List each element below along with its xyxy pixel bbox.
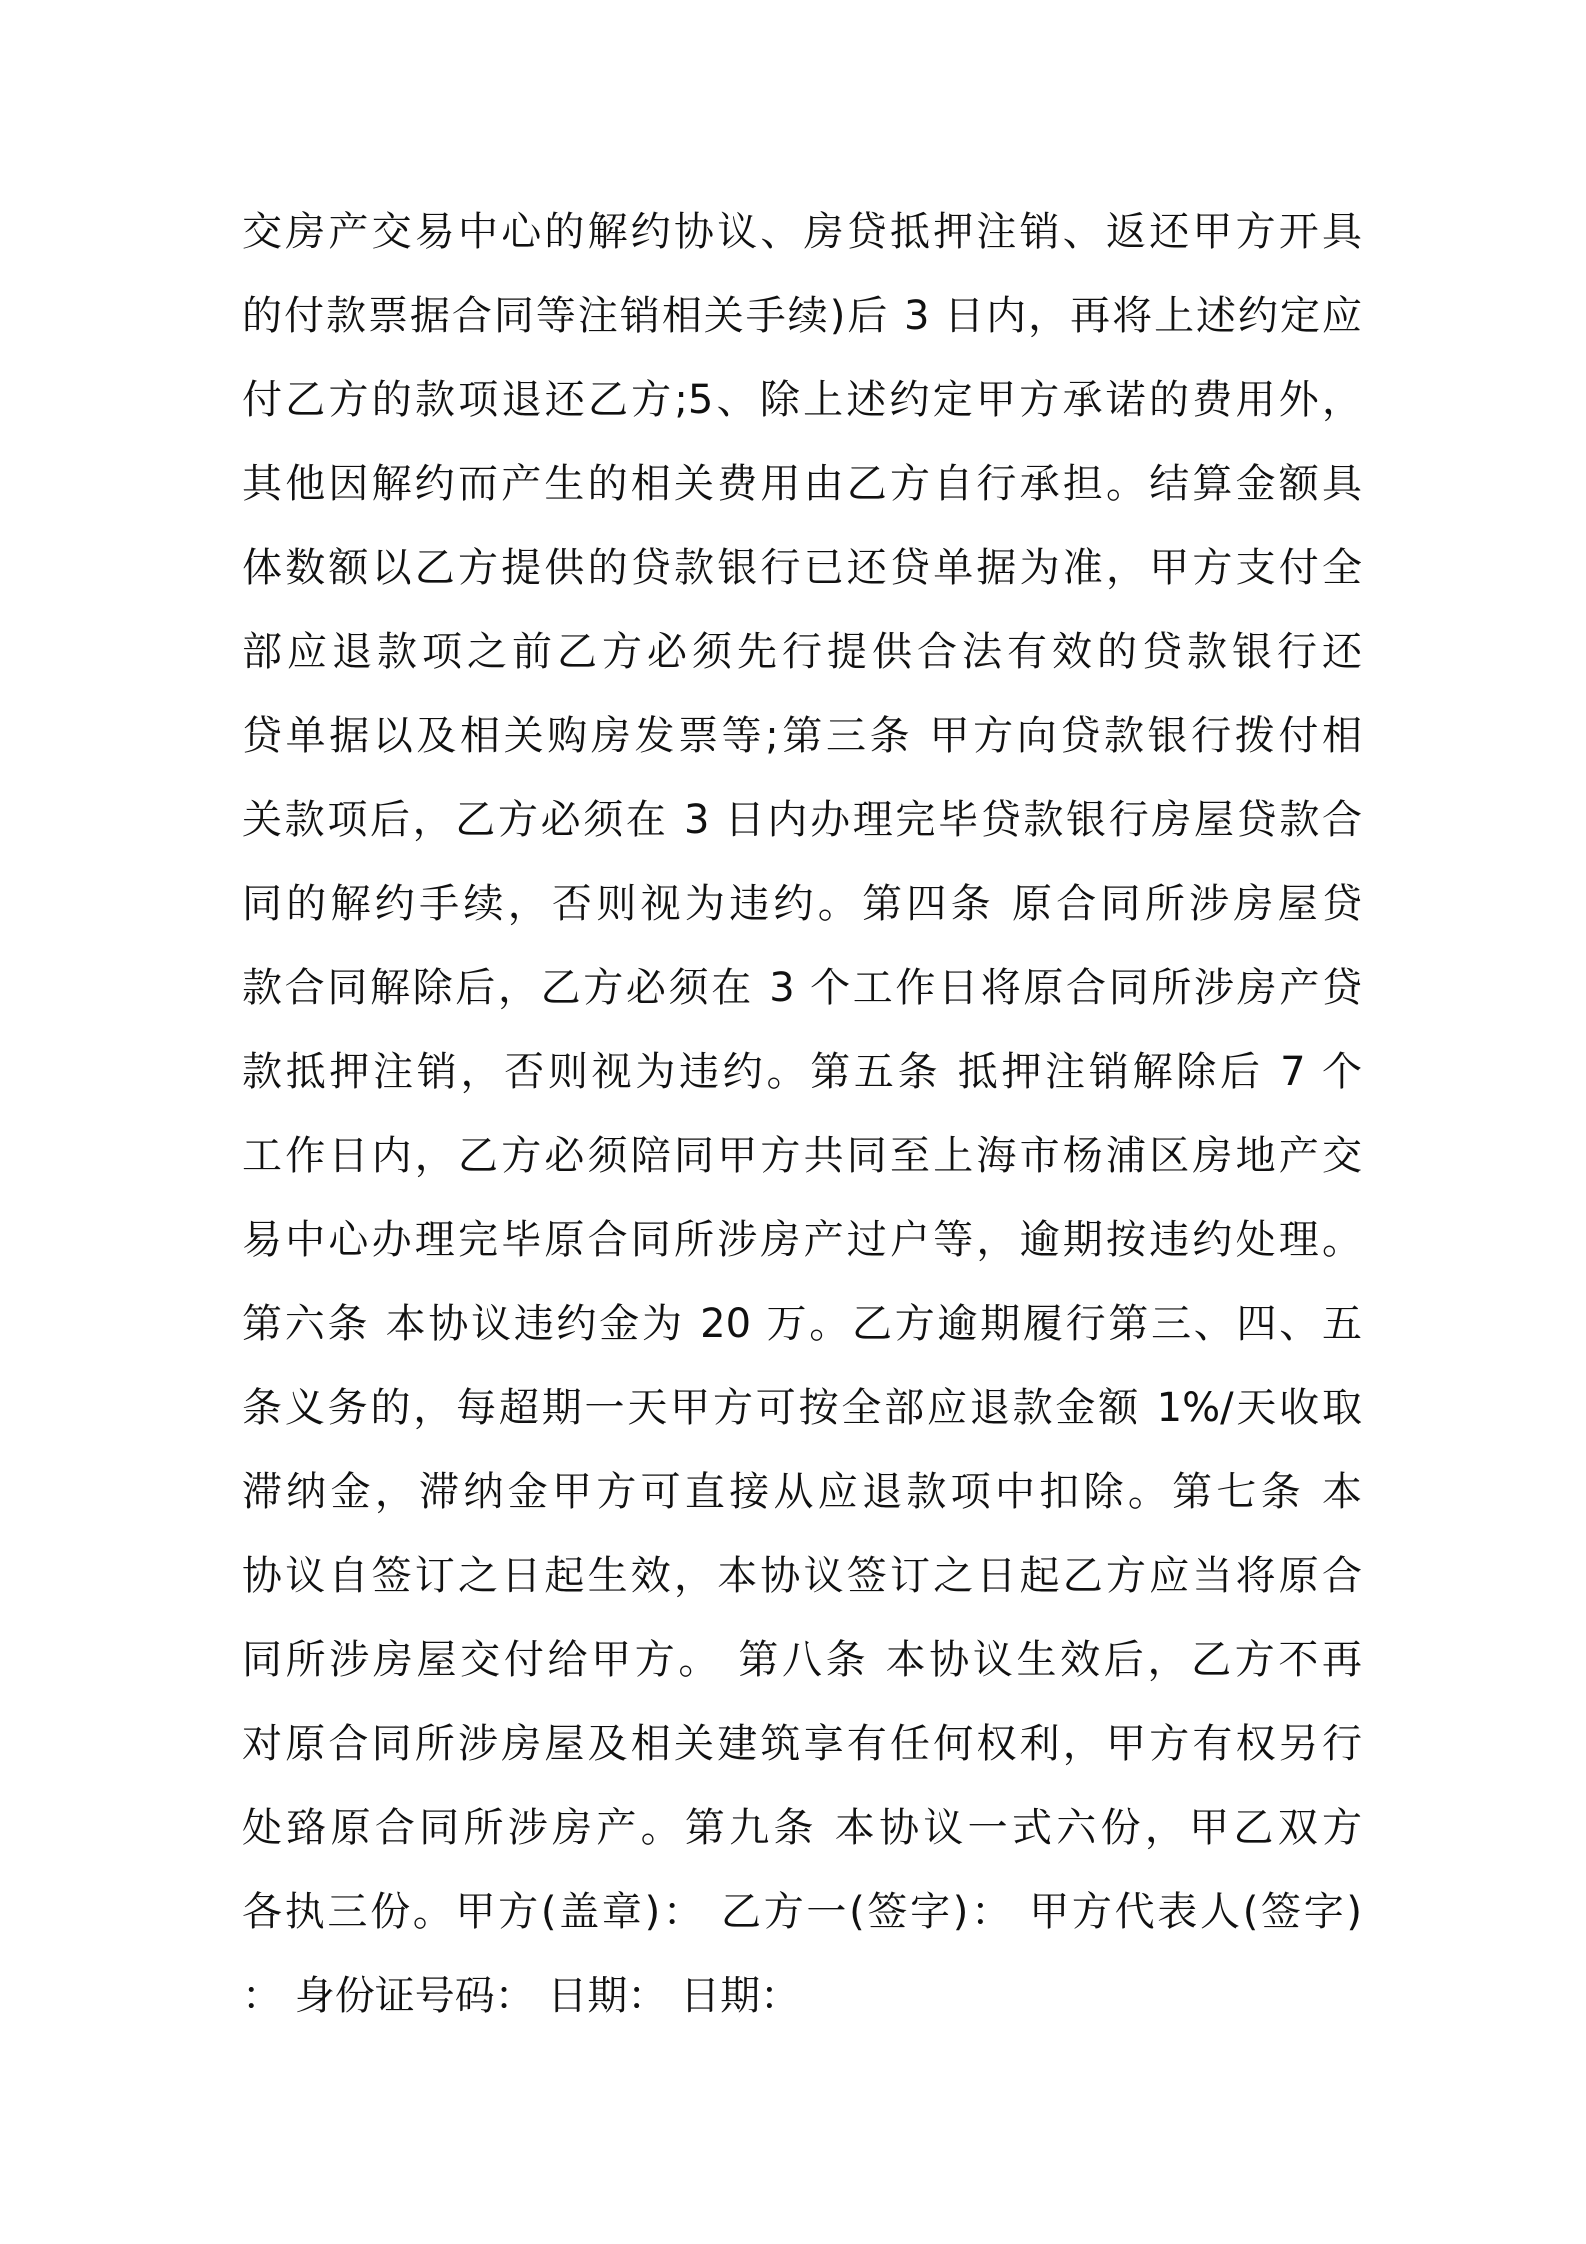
text-line: 滞纳金，滞纳金甲方可直接从应退款项中扣除。第七条 本 [242, 1469, 1362, 1515]
text-line: 款抵押注销，否则视为违约。第五条 抵押注销解除后 7 个 [242, 1049, 1362, 1095]
text-line: 易中心办理完毕原合同所涉房产过户等，逾期按违约处理。 [242, 1217, 1362, 1263]
text-line: 处臵原合同所涉房产。第九条 本协议一式六份，甲乙双方 [242, 1805, 1362, 1851]
text-line: 各执三份。甲方(盖章)： 乙方一(签字)： 甲方代表人(签字) [242, 1889, 1362, 1935]
text-line: 款合同解除后，乙方必须在 3 个工作日将原合同所涉房产贷 [242, 965, 1362, 1011]
text-line: 关款项后，乙方必须在 3 日内办理完毕贷款银行房屋贷款合 [242, 797, 1362, 843]
text-line: ： 身份证号码： 日期： 日期： [242, 1973, 801, 2019]
text-line: 对原合同所涉房屋及相关建筑享有任何权利，甲方有权另行 [242, 1721, 1362, 1767]
text-line: 工作日内，乙方必须陪同甲方共同至上海市杨浦区房地产交 [242, 1133, 1362, 1179]
text-line: 其他因解约而产生的相关费用由乙方自行承担。结算金额具 [242, 461, 1362, 507]
text-line: 交房产交易中心的解约协议、房贷抵押注销、返还甲方开具 [242, 209, 1362, 255]
text-line: 贷单据以及相关购房发票等;第三条 甲方向贷款银行拨付相 [242, 713, 1362, 759]
text-line: 的付款票据合同等注销相关手续)后 3 日内，再将上述约定应 [242, 293, 1362, 339]
text-line: 体数额以乙方提供的贷款银行已还贷单据为准，甲方支付全 [242, 545, 1362, 591]
text-line: 付乙方的款项退还乙方;5、除上述约定甲方承诺的费用外， [242, 377, 1362, 423]
text-line: 协议自签订之日起生效，本协议签订之日起乙方应当将原合 [242, 1553, 1362, 1599]
text-line: 同的解约手续，否则视为违约。第四条 原合同所涉房屋贷 [242, 881, 1362, 927]
text-line: 条义务的，每超期一天甲方可按全部应退款金额 1%/天收取 [242, 1385, 1362, 1431]
text-line: 同所涉房屋交付给甲方。 第八条 本协议生效后，乙方不再 [242, 1637, 1362, 1683]
text-line: 部应退款项之前乙方必须先行提供合法有效的贷款银行还 [242, 629, 1362, 675]
text-line: 第六条 本协议违约金为 20 万。乙方逾期履行第三、四、五 [242, 1301, 1362, 1347]
document-body [242, 190, 1362, 2038]
